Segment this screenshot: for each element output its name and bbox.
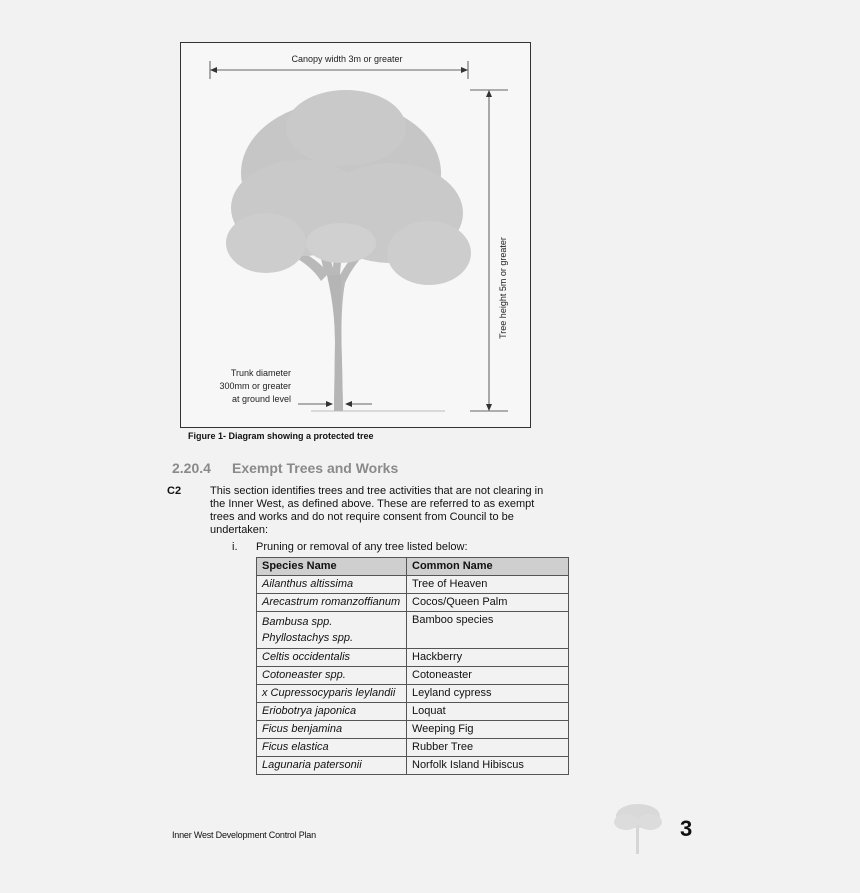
trunk-label-line-1: Trunk diameter [230,368,291,378]
footer-tree-logo-icon [612,800,664,856]
common-cell: Cotoneaster [407,667,569,685]
common-cell: Rubber Tree [407,739,569,757]
trunk-label-line-3: at ground level [231,394,291,404]
canopy-left-arrow-icon [210,67,217,73]
section-title: Exempt Trees and Works [232,460,399,476]
table-row [257,703,569,721]
footer-document-title: Inner West Development Control Plan [172,830,316,840]
table-row [257,757,569,775]
header-common-name: Common Name [407,558,569,576]
table-row [257,685,569,703]
species-cell: Ailanthus altissima [257,576,407,594]
height-top-arrow-icon [486,90,492,97]
table-row [257,667,569,685]
trunk-label-line-2: 300mm or greater [219,381,291,391]
species-cell: Celtis occidentalis [257,649,407,667]
trunk-right-arrow-icon [345,401,352,407]
list-item [232,541,468,553]
clause-label: C2 [167,485,182,497]
common-cell: Norfolk Island Hibiscus [407,757,569,775]
common-cell: Tree of Heaven [407,576,569,594]
table-row [257,612,569,649]
common-cell: Weeping Fig [407,721,569,739]
tree-illustration-icon [226,90,471,411]
table-row [257,576,569,594]
species-cell: Arecastrum romanzoffianum [257,594,407,612]
common-cell: Cocos/Queen Palm [407,594,569,612]
table-header-row [257,558,569,576]
table-row [257,739,569,757]
common-cell: Hackberry [407,649,569,667]
common-cell: Bamboo species [407,612,569,649]
species-cell: Cotoneaster spp. [257,667,407,685]
common-cell: Leyland cypress [407,685,569,703]
section-heading [172,460,398,476]
species-cell: Eriobotrya japonica [257,703,407,721]
protected-tree-figure [180,42,531,428]
canopy-right-arrow-icon [461,67,468,73]
list-numeral: i. [232,541,238,553]
list-text: Pruning or removal of any tree listed below: [256,541,468,553]
figure-caption: Figure 1- Diagram showing a protected tree [188,431,374,441]
page-number: 3 [680,816,693,841]
height-bottom-arrow-icon [486,404,492,411]
common-cell: Loquat [407,703,569,721]
section-number: 2.20.4 [172,460,211,476]
exempt-species-table [256,557,569,775]
tree-height-label: Tree height 5m or greater [498,237,508,339]
canopy-width-label: Canopy width 3m or greater [291,54,403,64]
species-cell: Bambusa spp. Phyllostachys spp. [257,612,407,649]
table-row [257,721,569,739]
table-row [257,594,569,612]
trunk-left-arrow-icon [326,401,333,407]
species-cell: Lagunaria patersonii [257,757,407,775]
protected-tree-diagram [181,43,530,427]
table-row [257,649,569,667]
header-species-name: Species Name [257,558,407,576]
species-cell: Ficus elastica [257,739,407,757]
species-cell: Ficus benjamina [257,721,407,739]
clause-text: This section identifies trees and tree activities that are not clearing in the Inner West, as defined above. These are referred to as exempt trees and works and do not require consent from Council to be undertaken: [210,485,544,536]
species-cell: x Cupressocyparis leylandii [257,685,407,703]
